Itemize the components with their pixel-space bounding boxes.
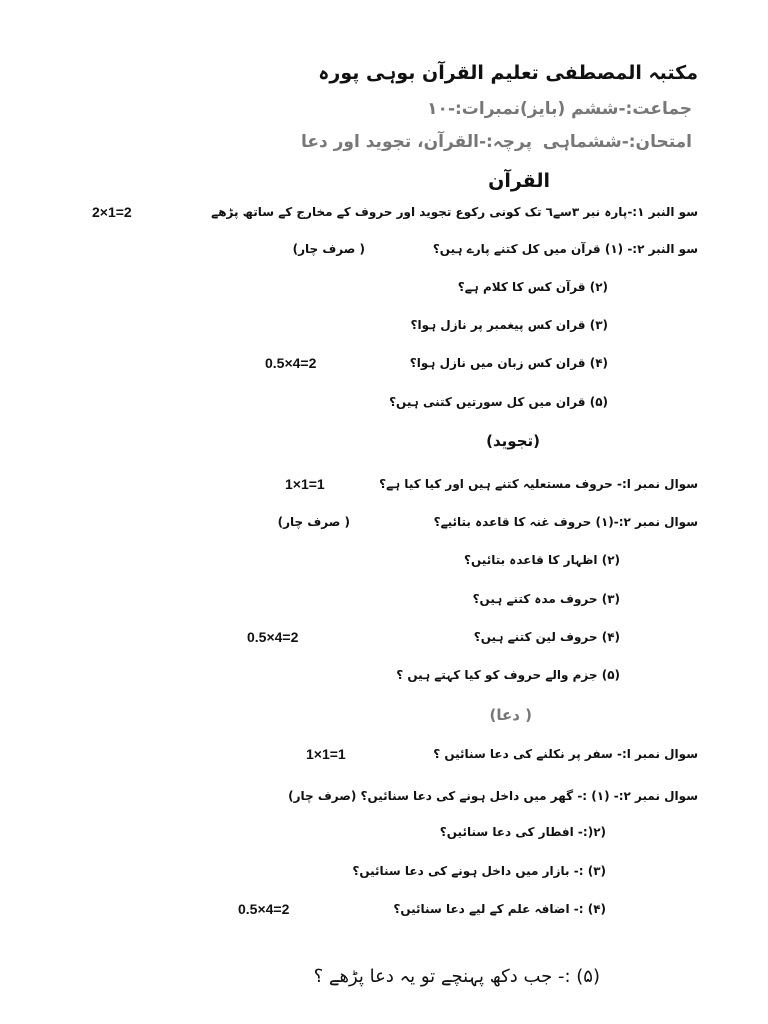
tajweed-question-1: سوال نمبر ا:- حروف مستعلیہ کتنے ہیں اور کیا کیا ہے؟ <box>379 477 698 491</box>
quran-q2-note: ( صرف چار) <box>292 242 365 256</box>
quran-item-3: (۳) قران کس پیغمبر پر نازل ہوا؟ <box>410 318 608 332</box>
dua-q1-marks: 1×1=1 <box>306 746 346 762</box>
dua-heading: ( دعا) <box>489 706 532 724</box>
dua-item-5: (۵) :- جب دکھ پہنچے تو یہ دعا پڑھے ؟ <box>313 966 600 987</box>
quran-q1-marks: 2×1=2 <box>92 204 132 220</box>
dua-items-marks: 0.5×4=2 <box>238 901 290 917</box>
tajweed-item-3: (۳) حروف مدہ کتنے ہیں؟ <box>472 592 620 606</box>
dua-item-3: (۳) :- بازار میں داخل ہونے کی دعا سنائیں؟ <box>352 864 606 878</box>
tajweed-item-4: (۴) حروف لین کتنے ہیں؟ <box>473 630 620 644</box>
dua-item-2: (۲(:- افطار کی دعا سنائیں؟ <box>439 825 606 839</box>
tajweed-question-2: سوال نمبر ۲:-(۱) حروف غنہ کا قاعدہ بتائیے؟ <box>433 515 698 529</box>
quran-question-2: سو النبر ۲:- (۱) قرآن میں کل کتنے پارے ہیں؟ <box>432 242 698 256</box>
quran-items-marks: 0.5×4=2 <box>265 355 317 371</box>
quran-heading: القرآن <box>488 170 550 192</box>
tajweed-items-marks: 0.5×4=2 <box>247 629 299 645</box>
tajweed-heading: (تجوید) <box>486 432 540 450</box>
tajweed-item-2: (۲) اظہار کا قاعدہ بتائیں؟ <box>464 553 620 567</box>
tajweed-q2-note: ( صرف چار) <box>277 515 350 529</box>
exam-label: امتحان:-ششماہی <box>542 132 692 152</box>
class-label: جماعت:-ششم (بایز) <box>519 99 692 119</box>
dua-question-2: سوال نمبر ۲:- (۱) :- گھر میں داخل ہونے کی دعا سنائیں؟ (صرف چار) <box>288 789 698 803</box>
quran-item-4: (۴) قران کس زبان میں نازل ہوا؟ <box>409 356 608 370</box>
tajweed-q1-marks: 1×1=1 <box>285 476 325 492</box>
quran-item-5: (۵) قران میں کل سورتیں کتنی ہیں؟ <box>389 395 608 409</box>
paper-label: پرچہ:-القرآن، تجوید اور دعا <box>301 132 532 152</box>
marks-label: نمبرات:-۱۰ <box>427 99 520 119</box>
quran-item-2: (۲) قرآن کس کا کلام ہے؟ <box>457 280 608 294</box>
dua-question-1: سوال نمبر ا:- سفر پر نکلنے کی دعا سنائیں ؟ <box>433 747 698 761</box>
school-title: مکتبہ المصطفی تعلیم القرآن بوہی پورہ <box>318 62 698 84</box>
tajweed-item-5: (۵) جزم والے حروف کو کیا کہتے ہیں ؟ <box>396 668 620 682</box>
quran-question-1: سو النبر ۱:-پارہ نبر ۳سے٦ تک کونی رکوع تجوید اور حروف کے مخارج کے ساتھ پڑھے <box>211 205 698 219</box>
dua-item-4: (۴) :- اضافہ علم کے لیے دعا سنائیں؟ <box>393 902 606 916</box>
